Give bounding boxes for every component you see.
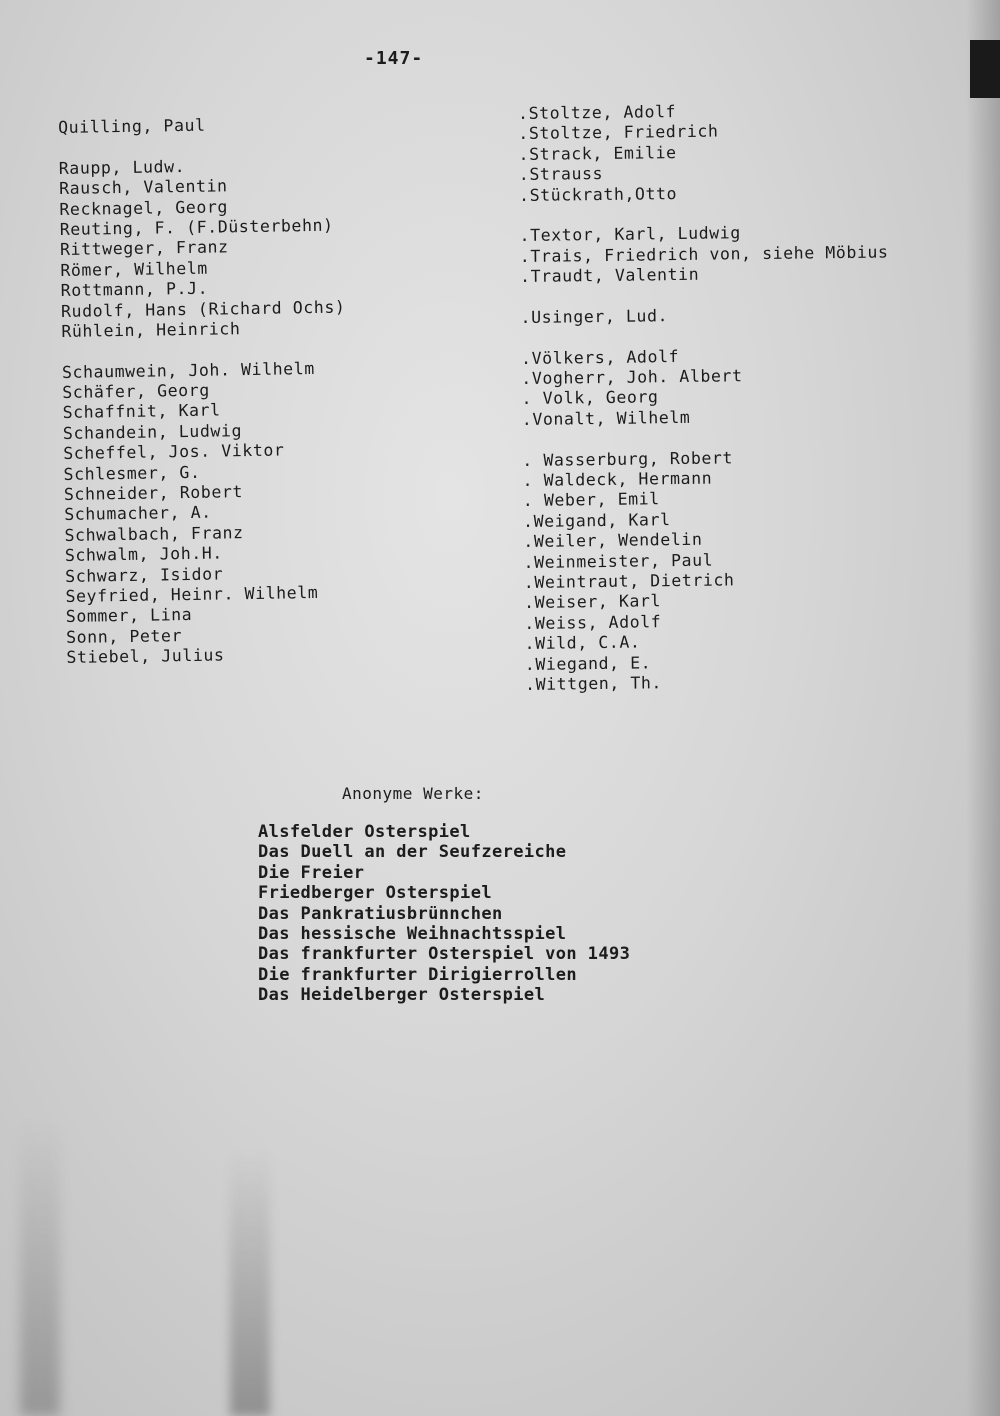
anonymous-work-entry: Die frankfurter Dirigierrollen	[258, 964, 578, 985]
anonymous-work-entry: Das frankfurter Osterspiel von 1493	[258, 944, 631, 965]
paper-stain	[20, 1120, 60, 1416]
author-entry: .Wild, C.A.	[524, 632, 641, 654]
author-entry: .Trais, Friedrich von, siehe Möbius	[519, 242, 889, 266]
author-entry: Schaffnit, Karl	[62, 400, 221, 423]
anonymous-work-entry: Das hessische Weihnachtsspiel	[258, 923, 567, 944]
author-entry: Raupp, Ludw.	[58, 156, 186, 178]
anonymous-work-entry: Das Heidelberger Osterspiel	[258, 985, 546, 1006]
page-edge-shadow	[966, 0, 1000, 1416]
author-entry: .Weintraut, Dietrich	[523, 570, 735, 592]
author-entry: .Weiss, Adolf	[524, 612, 662, 633]
author-entry: .Stückrath,Otto	[518, 183, 678, 205]
anonymous-work-entry: Friedberger Osterspiel	[258, 883, 492, 904]
author-entry: .Textor, Karl, Ludwig	[519, 223, 741, 246]
author-entry: Rühlein, Heinrich	[61, 319, 241, 341]
right-name-column	[518, 99, 894, 695]
author-entry: Seyfried, Heinr. Wilhelm	[65, 582, 319, 606]
author-entry: .Vonalt, Wilhelm	[521, 407, 691, 429]
author-entry: Quilling, Paul	[58, 115, 206, 137]
author-entry: Schwalbach, Franz	[64, 522, 244, 545]
author-entry: .Weigand, Karl	[522, 509, 671, 531]
author-entry: .Stoltze, Adolf	[518, 102, 677, 123]
author-entry: .Wittgen, Th.	[524, 673, 663, 694]
left-name-column	[58, 114, 351, 669]
author-entry: . Volk, Georg	[521, 387, 659, 409]
anonymous-work-entry: Die Freier	[258, 862, 365, 883]
author-entry: Rittweger, Franz	[59, 237, 229, 260]
black-tab-marker	[970, 40, 1000, 98]
page-number: -147-	[364, 48, 424, 69]
author-entry: Rottmann, P.J.	[60, 278, 209, 301]
author-entry: .Wiegand, E.	[524, 652, 652, 674]
author-entry: Rudolf, Hans (Richard Ochs)	[60, 297, 346, 321]
anonymous-work-entry: Das Pankratiusbrünnchen	[258, 903, 503, 924]
author-entry: .Vogherr, Joh. Albert	[521, 366, 743, 389]
author-entry: Römer, Wilhelm	[60, 258, 209, 280]
author-entry: . Waldeck, Hermann	[522, 468, 713, 491]
author-entry: .Völkers, Adolf	[520, 346, 680, 368]
author-entry: Schäfer, Georg	[62, 380, 210, 403]
author-entry: .Usinger, Lud.	[520, 306, 669, 327]
author-entry: .Strack, Emilie	[518, 142, 677, 164]
author-entry: Schumacher, A.	[64, 503, 212, 525]
author-entry: Reuting, F. (F.Düsterbehn)	[59, 215, 334, 239]
author-entry: . Wasserburg, Robert	[522, 448, 734, 470]
anonymous-work-entry: Das Duell an der Seufzereiche	[258, 842, 567, 863]
anonymous-works-list	[258, 822, 630, 1006]
paper-stain	[230, 1150, 270, 1416]
author-entry: Recknagel, Georg	[59, 196, 229, 219]
author-entry: .Weiser, Karl	[523, 591, 662, 613]
author-entry: . Weber, Emil	[522, 489, 660, 511]
author-entry: Schaumwein, Joh. Wilhelm	[61, 358, 315, 382]
author-entry: Schwalm, Joh.H.	[64, 543, 224, 566]
author-entry: Schwarz, Isidor	[65, 564, 224, 586]
author-entry: Sommer, Lina	[65, 605, 193, 627]
author-entry: .Stoltze, Friedrich	[518, 121, 719, 144]
author-entry: .Strauss	[518, 164, 604, 185]
author-entry: Schandein, Ludwig	[62, 421, 243, 443]
anonymous-work-entry: Alsfelder Osterspiel	[258, 822, 471, 842]
anonymous-works-heading: Anonyme Werke:	[342, 784, 484, 803]
author-entry: Rausch, Valentin	[58, 176, 228, 199]
author-entry: Sonn, Peter	[66, 625, 183, 647]
author-entry: Scheffel, Jos. Viktor	[63, 440, 285, 464]
author-entry: .Weiler, Wendelin	[523, 529, 703, 552]
author-entry: .Weinmeister, Paul	[523, 550, 714, 572]
author-entry: Schneider, Robert	[63, 482, 244, 504]
author-entry: Schlesmer, G.	[63, 462, 201, 484]
author-entry: .Traudt, Valentin	[519, 264, 700, 287]
author-entry: Stiebel, Julius	[66, 645, 225, 668]
